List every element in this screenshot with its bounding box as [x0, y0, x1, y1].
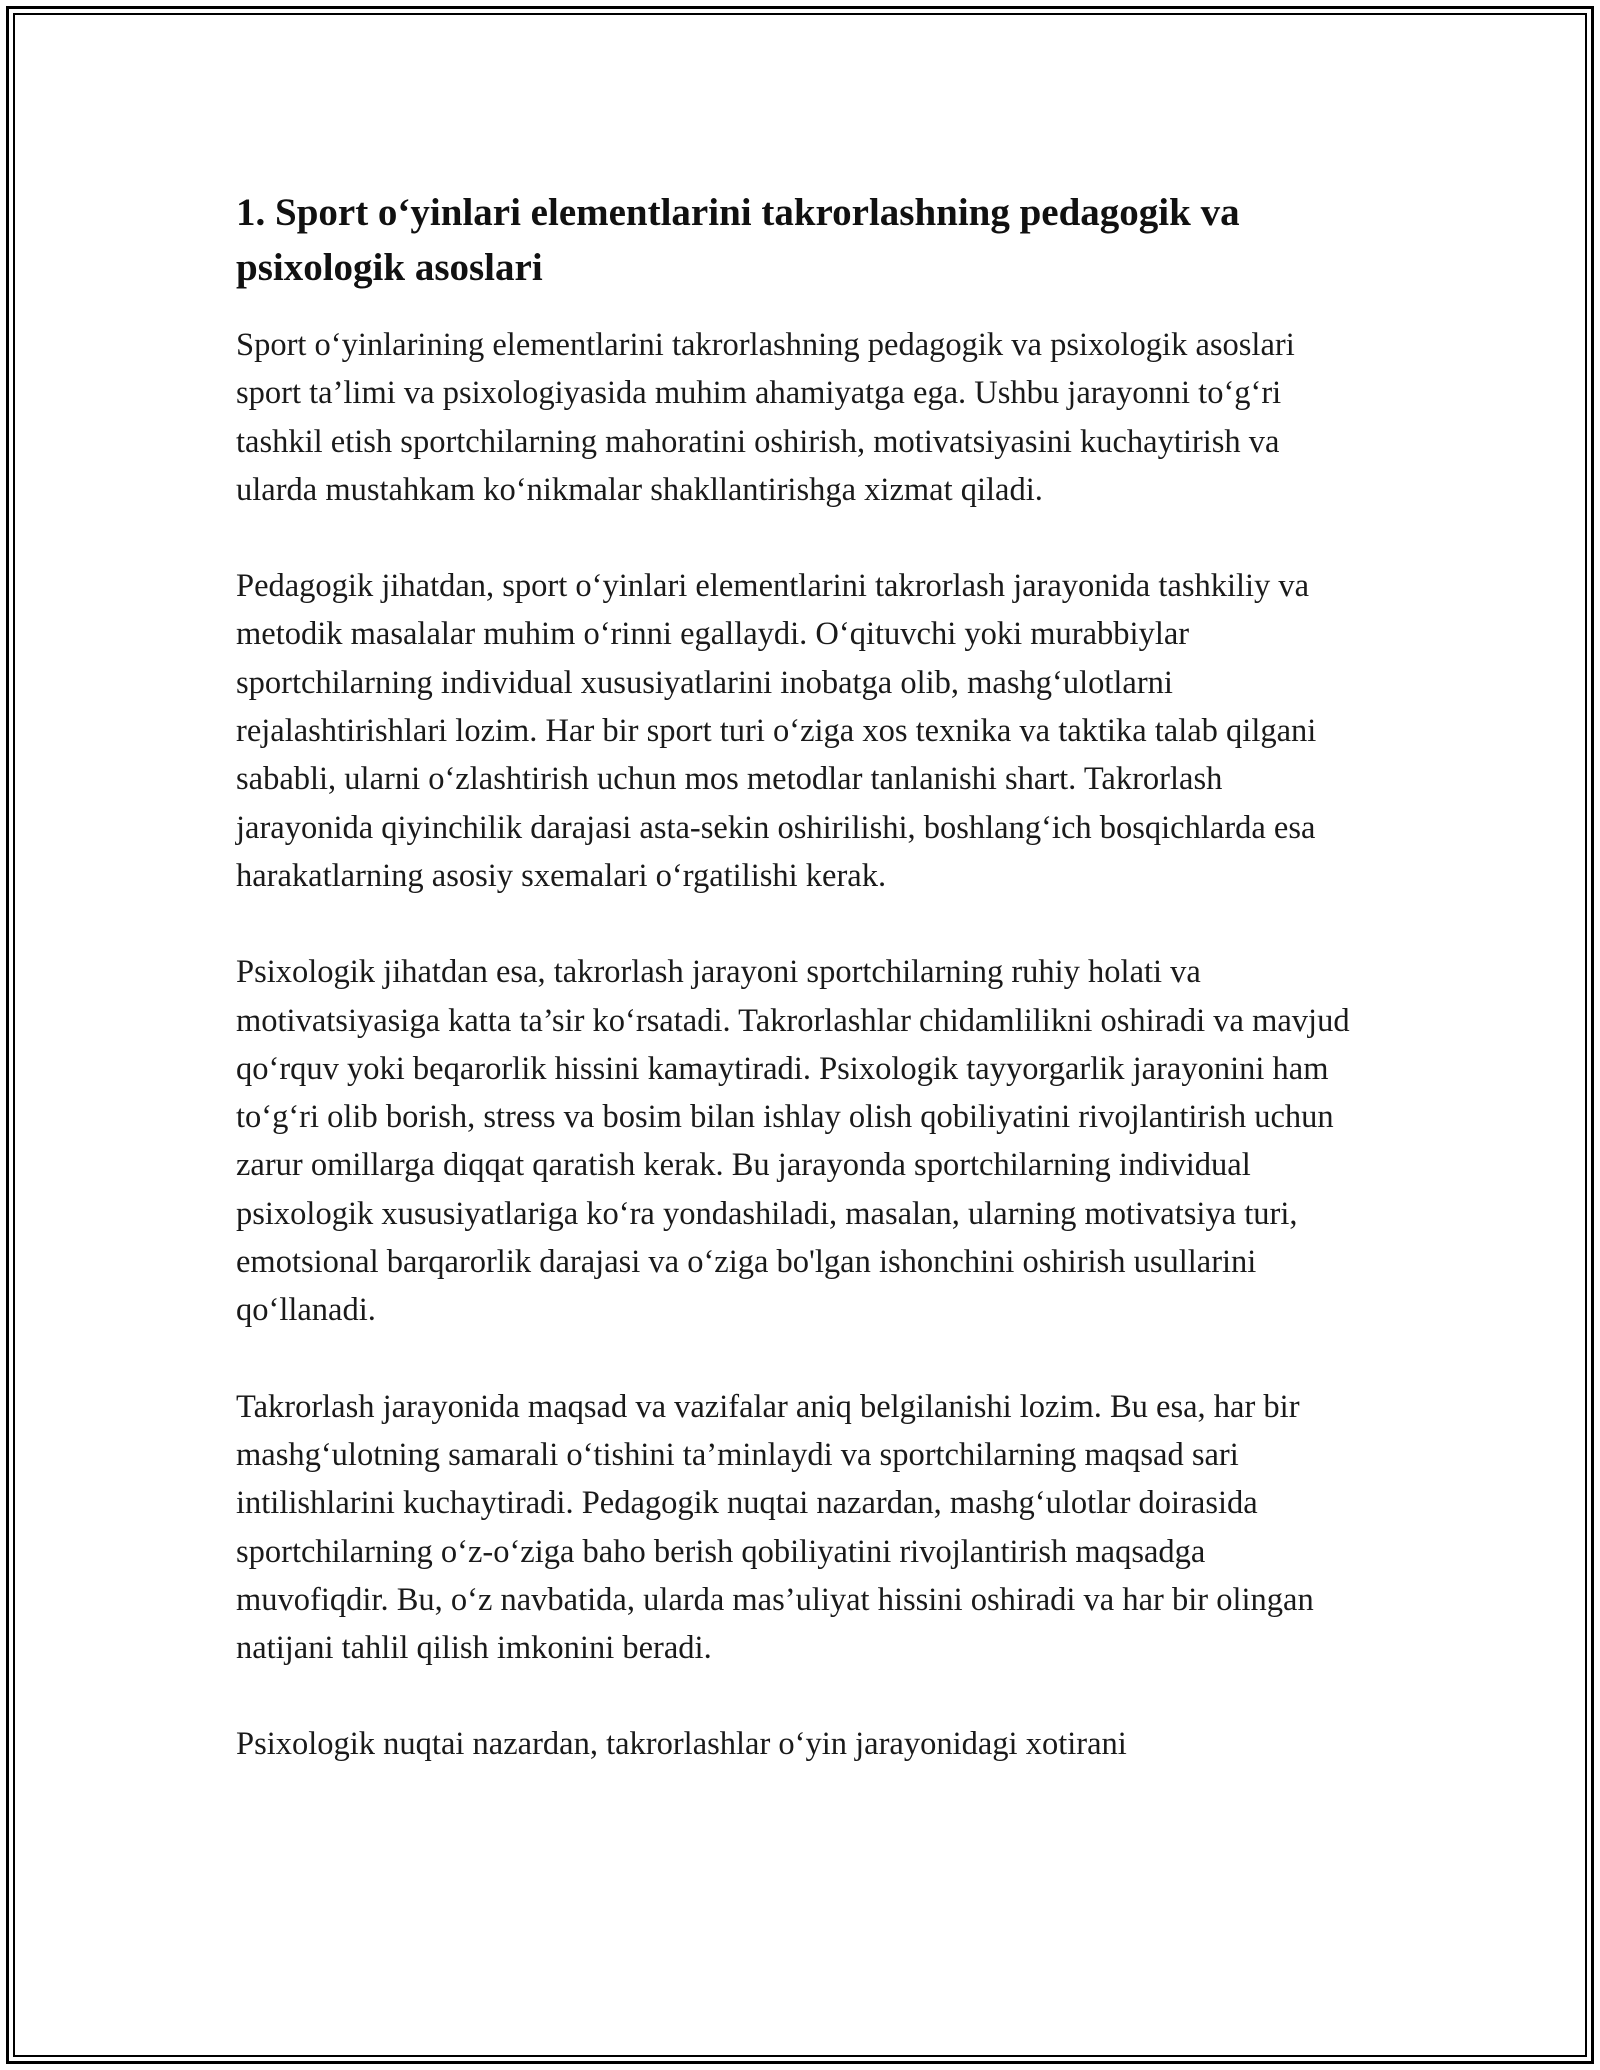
section-heading: 1. Sport o‘yinlari elementlarini takrorlashning pedagogik va psixologik asoslari	[236, 191, 1240, 289]
paragraph-intro: Sport o‘yinlarining elementlarini takrorlashning pedagogik va psixologik asoslari sport ta’limi va psixologiyasida muhim ahamiyatga ega. Ushbu jarayonni to‘g‘ri tashkil etish sportchilarning mahoratini oshirish, motivatsiyasini kuchaytirish va ularda mustahkam ko‘nikmalar shakllantirishga xizmat qiladi.	[236, 327, 1295, 508]
paragraph-psychological: Psixologik jihatdan esa, takrorlash jarayoni sportchilarning ruhiy holati va motivatsiyasiga katta ta’sir ko‘rsatadi. Takrorlashlar chidamlilikni oshiradi va mavjud qo‘rquv yoki beqarorlik hissini kamaytiradi. Psixologik tayyorgarlik jarayonini ham to‘g‘ri olib borish, stress va bosim bilan ishlay olish qobiliyatini rivojlantirish uchun zarur omillarga diqqat qaratish kerak. Bu jarayonda sportchilarning individual psixologik xususiyatlariga ko‘ra yondashiladi, masalan, ularning motivatsiya turi, emotsional barqarorlik darajasi va o‘ziga bo'lgan ishonchini oshirish usullarini qo‘llanadi.	[236, 954, 1350, 1329]
paragraph-goals: Takrorlash jarayonida maqsad va vazifalar aniq belgilanishi lozim. Bu esa, har bir mashg‘ulotning samarali o‘tishini ta’minlaydi va sportchilarning maqsad sari intilishlarini kuchaytiradi. Pedagogik nuqtai nazardan, mashg‘ulotlar doirasida sportchilarning o‘z-o‘ziga baho berish qobiliyatini rivojlantirish maqsadga muvofiqdir. Bu, o‘z navbatida, ularda mas’uliyat hissini oshiradi va har bir olingan natijani tahlil qilish imkonini beradi.	[236, 1388, 1314, 1667]
paragraph-pedagogical: Pedagogik jihatdan, sport o‘yinlari elementlarini takrorlash jarayonida tashkiliy va metodik masalalar muhim o‘rinni egallaydi. O‘qituvchi yoki murabbiylar sportchilarning individual xususiyatlarini inobatga olib, mashg‘ulotlarni rejalashtirishlari lozim. Har bir sport turi o‘ziga xos texnika va taktika talab qilgani sababli, ularni o‘zlashtirish uchun mos metodlar tanlanishi shart. Takrorlash jarayonida qiyinchilik darajasi asta-sekin oshirilishi, boshlang‘ich bosqichlarda esa harakatlarning asosiy sxemalari o‘rgatilishi kerak.	[236, 568, 1317, 894]
document-body	[236, 185, 1356, 1817]
paragraph-memory: Psixologik nuqtai nazardan, takrorlashlar o‘yin jarayonidagi xotirani	[236, 1726, 1127, 1763]
